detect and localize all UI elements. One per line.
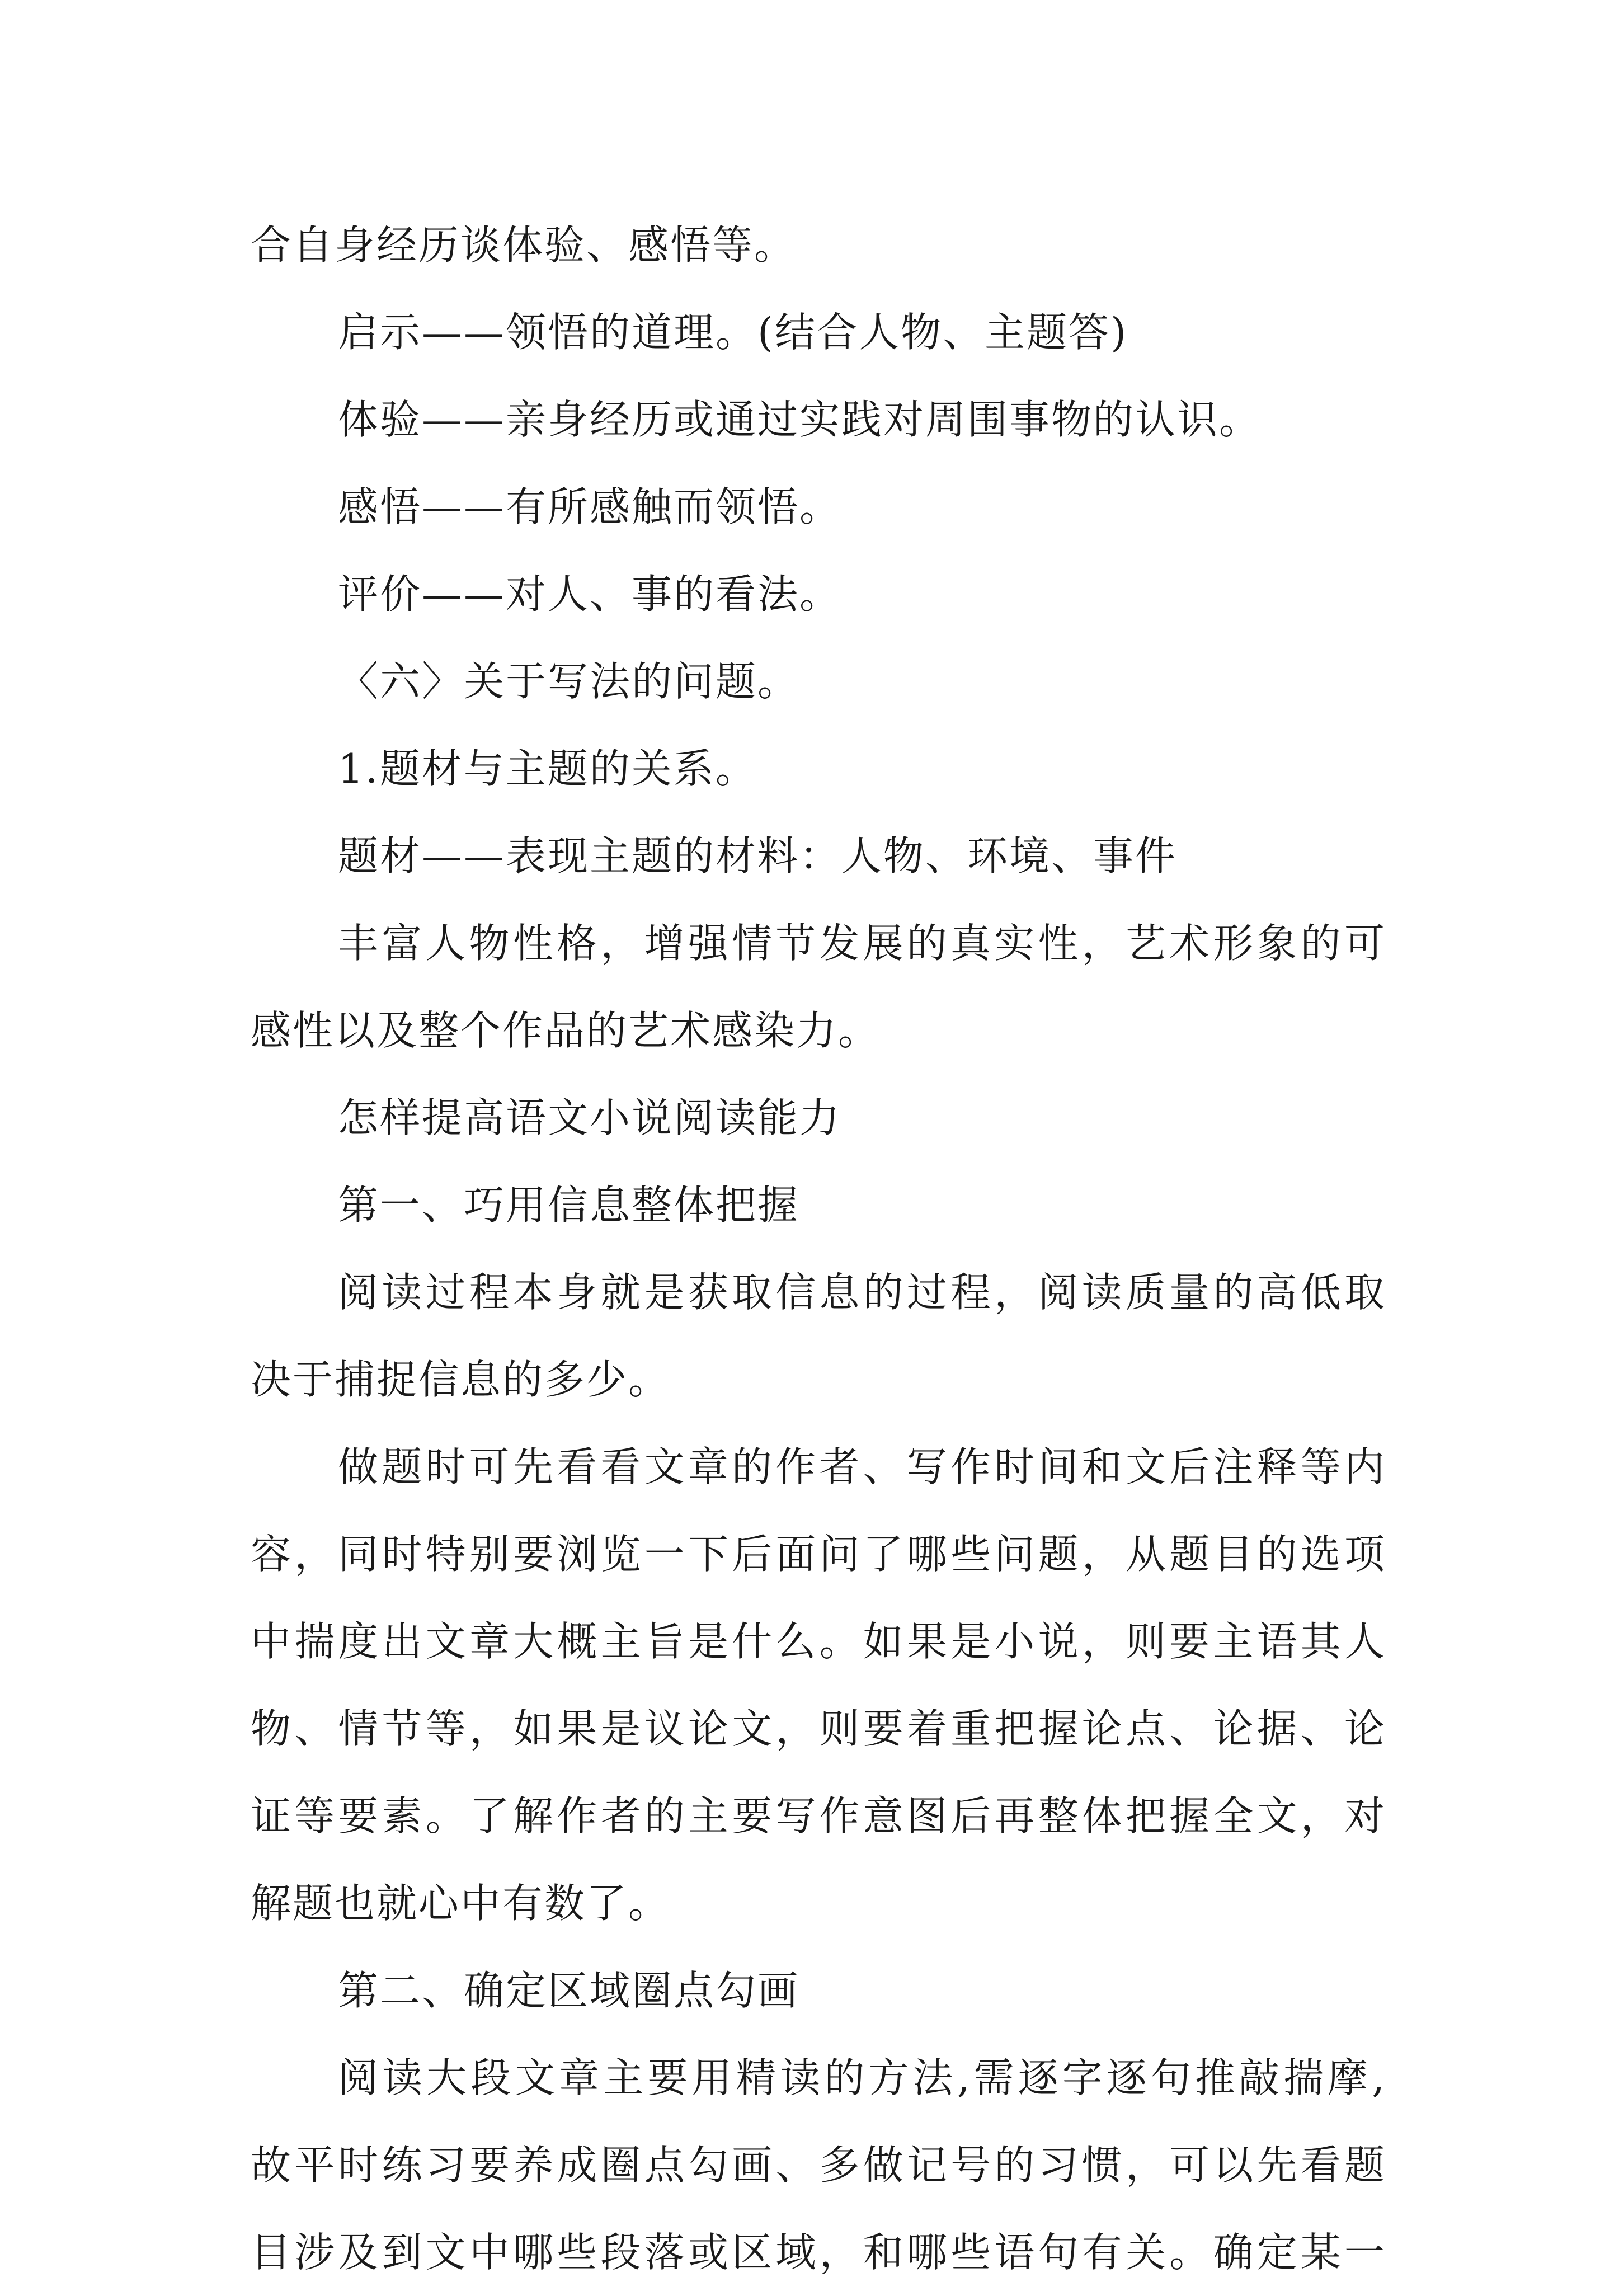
text-line: 决于捕捉信息的多少。 [251,1356,671,1403]
text-line: 目涉及到文中哪些段落或区域，和哪些语句有关。确定某一 [251,2229,1386,2276]
text-line: 丰富人物性格，增强情节发展的真实性，艺术形象的可 [338,920,1386,967]
document-page [251,201,1386,2296]
text-line: 合自身经历谈体验、感悟等。 [251,222,797,269]
text-line: 故平时练习要养成圈点勾画、多做记号的习惯，可以先看题 [251,2142,1386,2189]
section-heading: 怎样提高语文小说阅读能力 [338,1094,842,1141]
text-line: 1.题材与主题的关系。 [338,745,757,792]
text-line: 阅读过程本身就是获取信息的过程，阅读质量的高低取 [338,1269,1386,1316]
text-line: 感性以及整个作品的艺术感染力。 [251,1007,881,1054]
text-line: 评价——对人、事的看法。 [338,571,842,618]
text-line: 题材——表现主题的材料：人物、环境、事件 [338,832,1178,879]
text-line: 感悟——有所感触而领悟。 [338,483,842,530]
text-line: 做题时可先看看文章的作者、写作时间和文后注释等内 [338,1443,1386,1490]
section-heading: 〈六〉关于写法的问题。 [338,658,800,705]
section-heading: 第二、确定区域圈点勾画 [338,1967,800,2014]
text-line: 阅读大段文章主要用精读的方法,需逐字逐句推敲揣摩, [338,2054,1386,2101]
section-heading: 第一、巧用信息整体把握 [338,1182,800,1229]
text-line: 中揣度出文章大概主旨是什么。如果是小说，则要主语其人 [251,1618,1386,1665]
text-line: 解题也就心中有数了。 [251,1880,671,1927]
text-line: 证等要素。了解作者的主要写作意图后再整体把握全文，对 [251,1792,1386,1839]
text-line: 启示——领悟的道理。(结合人物、主题答) [338,309,1128,356]
text-line: 容，同时特别要浏览一下后面问了哪些问题，从题目的选项 [251,1531,1386,1578]
text-line: 物、情节等，如果是议论文，则要着重把握论点、论据、论 [251,1705,1386,1752]
text-line: 体验——亲身经历或通过实践对周围事物的认识。 [338,396,1262,443]
